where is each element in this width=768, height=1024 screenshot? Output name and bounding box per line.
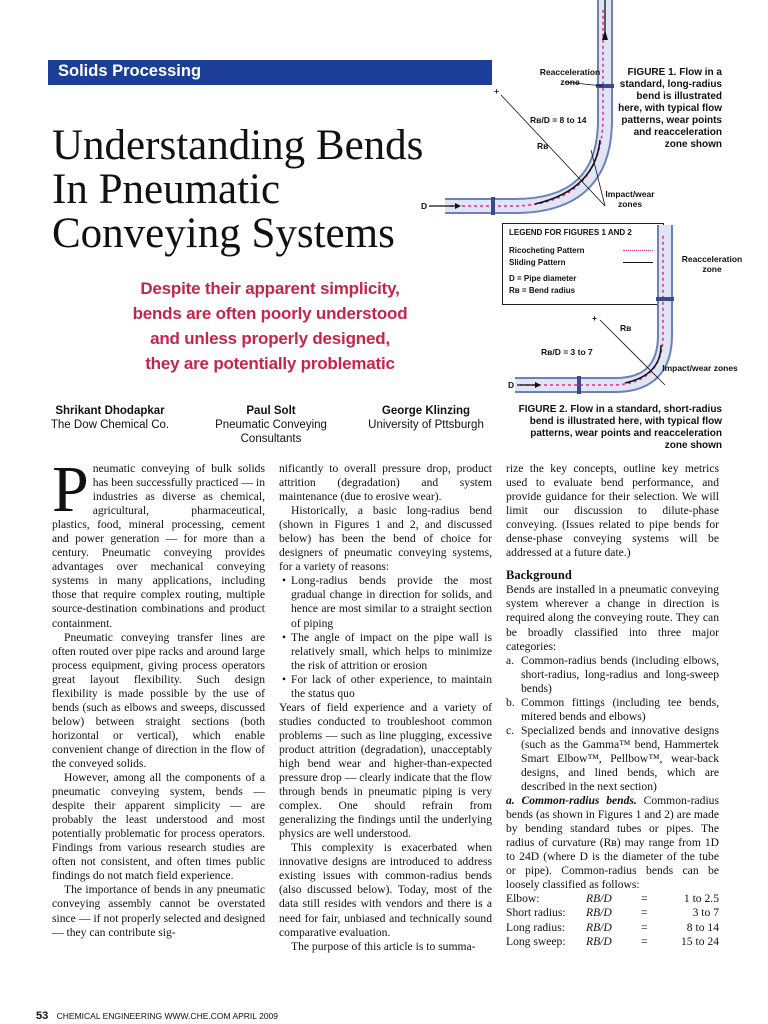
body-column-3 <box>506 462 719 949</box>
plus-sign: + <box>592 313 597 323</box>
list-item: c. Specialized bends and innovative designs (such as the Gamma™ bend, Hammertek Smart Elbow™, Pellbow™, wear-back designs, and lined bends, which are described in the next section) <box>506 723 719 794</box>
bend-radius-label: Rʙ <box>537 141 549 151</box>
paragraph: a. Common-radius bends. Common-radius bends (as shown in Figures 1 and 2) are made by bending standard tubes or pipes. The radius of curvature (Rʙ) may range from 1D to 24D (where D is the diameter of the tube or pipe). Common-radius bends can be loosely classified as follows: <box>506 794 719 892</box>
ratio-row: Elbow: RB/D = 1 to 2.5 <box>506 892 719 906</box>
deck-line: Despite their apparent simplicity, <box>140 279 400 298</box>
title-line: In Pneumatic <box>52 166 281 213</box>
paragraph: The importance of bends in any pneumatic conveying assembly cannot be overstated since — if not properly selected and designed — they can contribute sig- <box>52 883 265 939</box>
bend-radius-label: Rʙ <box>620 323 632 333</box>
author-name: Shrikant Dhodapkar <box>55 405 165 417</box>
list-item: b. Common fittings (including tee bends, mitered bends and elbows) <box>506 695 719 723</box>
body-column-1 <box>52 453 265 940</box>
bend-ratio-label: Rʙ/D = 3 to 7 <box>541 347 593 357</box>
paragraph: nificantly to overall pressure drop, product attrition (degradation) and system maintenance (due to erosive wear). <box>279 462 492 504</box>
title-line: Understanding Bends <box>52 122 424 169</box>
deck-line: and unless properly designed, <box>150 329 390 348</box>
page-number: 53 <box>36 1010 49 1022</box>
legend-ricochet: Ricocheting Pattern <box>509 246 585 255</box>
figure-1-caption <box>618 67 722 151</box>
category-list <box>506 654 719 794</box>
figure-1-diagram <box>405 0 635 220</box>
ratio-row: Long radius: RB/D = 8 to 14 <box>506 920 719 934</box>
list-item: • Long-radius bends provide the most gradual change in direction for solids, and hence are most similar to a straight section of piping <box>291 574 492 630</box>
author-3 <box>356 404 496 432</box>
legend-title: LEGEND FOR FIGURES 1 AND 2 <box>509 228 632 237</box>
deck-line: bends are often poorly understood <box>132 304 408 323</box>
deck-line: they are potentially problematic <box>145 354 395 373</box>
section-heading: Background <box>506 568 572 583</box>
impact-wear-label: Impact/wear zones <box>605 189 655 209</box>
list-item: • For lack of other experience, to maintain the status quo <box>291 673 492 701</box>
author-affiliation: University of Pttsburgh <box>368 419 484 431</box>
paragraph: The purpose of this article is to summa- <box>291 939 476 953</box>
footer-text: CHEMICAL ENGINEERING WWW.CHE.COM APRIL 2009 <box>56 1011 278 1021</box>
article-deck <box>120 276 420 376</box>
body-column-2 <box>279 462 492 954</box>
ratio-row: Long sweep: RB/D = 15 to 24 <box>506 934 719 948</box>
ratio-table <box>506 892 719 948</box>
caption-label: FIGURE 1. <box>627 67 677 78</box>
diameter-label: D <box>421 201 428 211</box>
impact-wear-label: Impact/wear zones <box>662 363 738 373</box>
author-affiliation: The Dow Chemical Co. <box>50 419 170 431</box>
paragraph: Pneumatic conveying transfer lines are often routed over pipe racks and around large process equipment, giving process operators great layout flexibility. Such design flexibility is made possible by the use of bends (such as elbows and sweeps, discussed below) between straight sections (both horizontal or vertical), which enable convenient change of direction in the flow of the conveyed solids. <box>52 630 265 770</box>
author-2 <box>196 404 346 446</box>
author-name: George Klinzing <box>381 405 471 417</box>
plus-sign: + <box>494 86 499 96</box>
reacceleration-label: Reacceleration zone <box>539 67 601 87</box>
author-affiliation: Pneumatic Conveying Consultants <box>215 419 327 445</box>
legend-diameter: D = Pipe diameter <box>509 274 577 283</box>
drop-cap: P <box>52 453 89 526</box>
list-item: • The angle of impact on the pipe wall is relatively small, which helps to minimize the risk of attrition or erosion <box>291 631 492 673</box>
caption-text: Flow in a standard, short-radius bend is illustrated here, with typical flow patterns, wear points and reacceleration zone shown <box>529 404 722 451</box>
figure-2-diagram <box>505 225 680 395</box>
author-1 <box>40 404 180 432</box>
paragraph: Historically, a basic long-radius bend (shown in Figures 1 and 2, and discussed below) has been the bend of choice for designers of pneumatic conveying systems, for a variety of reasons: <box>279 504 492 574</box>
section-label: Solids Processing <box>58 62 202 80</box>
diameter-label: D <box>508 380 515 390</box>
figure-2-caption <box>508 404 722 452</box>
author-name: Paul Solt <box>246 405 296 417</box>
title-line: Conveying Systems <box>52 210 395 257</box>
ratio-row: Short radius: RB/D = 3 to 7 <box>506 906 719 920</box>
paragraph: However, among all the components of a pneumatic conveying system, bends — despite their apparent simplicity — are probably the least understood and most potentially problematic for process operators. Findings from various research studies are often not consistent, and often times public findings do not match field experience. <box>52 771 265 883</box>
caption-text: Flow in a standard, long-radius bend is illustrated here, with typical flow patterns, wear points and reacceleration zone shown <box>618 67 722 150</box>
reacceleration-label: Reacceleration zone <box>681 254 743 274</box>
legend-sliding: Sliding Pattern <box>509 258 566 267</box>
page-footer <box>36 1010 278 1022</box>
paragraph: Bends are installed in a pneumatic conveying system wherever a change in direction is required along the conveying route. They can be broadly classified into three major categories: <box>506 583 719 653</box>
paragraph: rize the key concepts, outline key metrics used to evaluate bend performance, and provide guidance for their selection. We will limit our discussion to dilute-phase conveying. (Issues related to pipe bends for dense-phase conveying systems will be addressed at a future date.) <box>506 462 719 560</box>
list-item: a. Common-radius bends (including elbows, short-radius, long-radius and long-sweep bends) <box>506 653 719 695</box>
bend-ratio-label: Rʙ/D = 8 to 14 <box>530 115 587 125</box>
caption-label: FIGURE 2. <box>518 404 568 415</box>
paragraph: Years of field experience and a variety of studies conducted to troubleshoot common problems — such as line plugging, excessive product attrition (degradation), unacceptably high bend wear and higher-than-expected pressure drop — clearly indicate that the flow through bends in pneumatic piping is very complex. One should refrain from generalizing the findings until the underlying physics are well understood. <box>279 700 492 841</box>
paragraph: Pneumatic conveying of bulk solids has been successfully practiced — in industries as diverse as chemical, agricultural, pharmaceutical, plastics, food, mineral processing, cement and power generation — for more than a century. Pneumatic conveying provides advantages over mechanical conveying systems in many applications, including those that require complex routing, multiple source-destination combinations and product containment. <box>52 453 265 630</box>
paragraph: This complexity is exacerbated when innovative designs are introduced to address existing issues with common-radius bends (also discussed below). Today, most of the data still resides with vendors and there is a need for fair, unbiased and technically sound comparative evaluation. <box>279 841 492 939</box>
reasons-list <box>279 574 492 700</box>
legend-bend-radius: Rʙ = Bend radius <box>509 286 576 295</box>
